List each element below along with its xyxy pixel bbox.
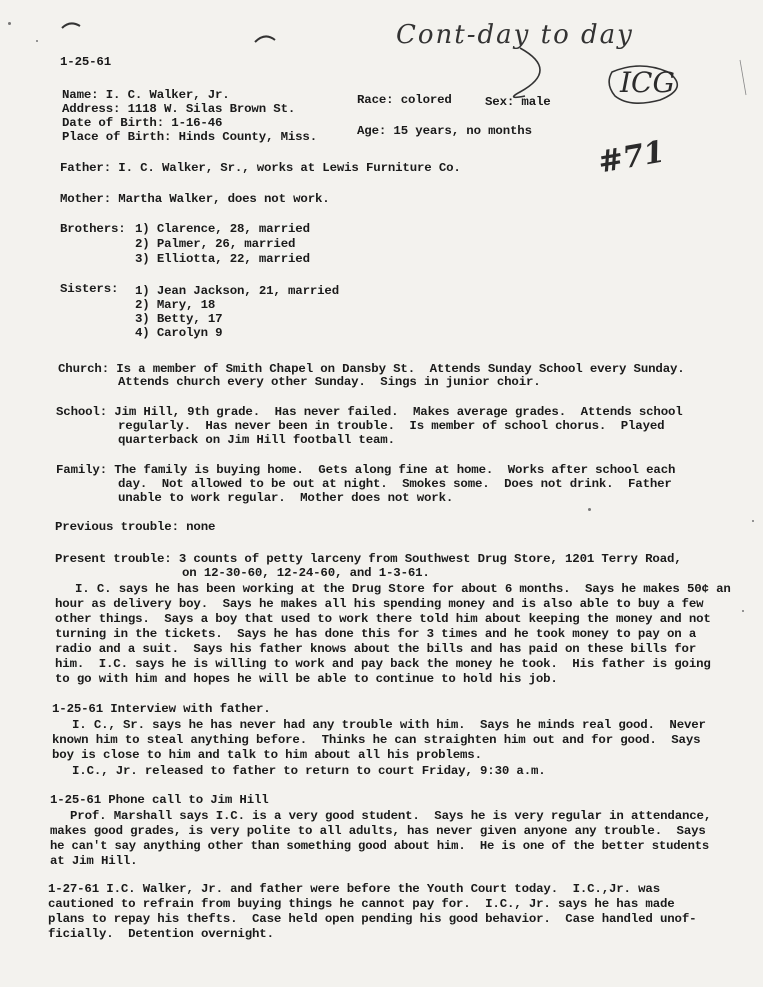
narrative-line: radio and a suit. Says his father knows about the bills and has paid on these bills for bbox=[55, 642, 697, 656]
sister-item: 3) Betty, 17 bbox=[135, 312, 223, 326]
court-line: 1-27-61 I.C. Walker, Jr. and father were before the Youth Court today. I.C.,Jr. was bbox=[48, 882, 660, 896]
brothers-label: Brothers: bbox=[60, 222, 126, 236]
church-line: Church: Is a member of Smith Chapel on Dansby St. Attends Sunday School every Sunday. bbox=[58, 362, 685, 376]
brother-item: 3) Elliotta, 22, married bbox=[135, 252, 310, 266]
entry-line: Prof. Marshall says I.C. is a very good student. Says he is very regular in attendance, bbox=[70, 809, 712, 823]
sister-item: 2) Mary, 18 bbox=[135, 298, 216, 312]
entry-line: known him to steal anything before. Thinks he can straighten him out and for good. Says bbox=[52, 733, 701, 747]
handwritten-case-number: #71 bbox=[595, 134, 668, 181]
race-field: Race: colored bbox=[357, 93, 452, 107]
family-line: unable to work regular. Mother does not work. bbox=[118, 491, 454, 505]
court-line: ficially. Detention overnight. bbox=[48, 927, 274, 941]
record-date: 1-25-61 bbox=[60, 55, 111, 69]
mother-field: Mother: Martha Walker, does not work. bbox=[60, 192, 330, 206]
entry-line: makes good grades, is very polite to all adults, has never given anyone any trouble. Says bbox=[50, 824, 706, 838]
narrative-line: hour as delivery boy. Says he makes all his spending money and is also able to buy a few bbox=[55, 597, 704, 611]
family-line: day. Not allowed to be out at night. Smokes some. Does not drink. Father bbox=[118, 477, 672, 491]
entry-heading: 1-25-61 Interview with father. bbox=[52, 702, 271, 716]
court-line: cautioned to refrain from buying things he cannot pay for. I.C., Jr. says he has made bbox=[48, 897, 675, 911]
entry-line: boy is close to him and talk to him about all his problems. bbox=[52, 748, 482, 762]
dob-field: Date of Birth: 1-16-46 bbox=[62, 116, 223, 130]
entry-line: I. C., Sr. says he has never had any trouble with him. Says he minds real good. Never bbox=[72, 718, 706, 732]
brother-item: 1) Clarence, 28, married bbox=[135, 222, 310, 236]
narrative-line: to go with him and hopes he will be able to continue to hold his job. bbox=[55, 672, 558, 686]
narrative-line: I. C. says he has been working at the Drug Store for about 6 months. Says he makes 50¢ an bbox=[75, 582, 731, 596]
entry-line: I.C., Jr. released to father to return to court Friday, 9:30 a.m. bbox=[72, 764, 546, 778]
present-trouble-line: on 12-30-60, 12-24-60, and 1-3-61. bbox=[182, 566, 430, 580]
school-line: School: Jim Hill, 9th grade. Has never failed. Makes average grades. Attends school bbox=[56, 405, 683, 419]
previous-trouble: Previous trouble: none bbox=[55, 520, 216, 534]
entry-line: at Jim Hill. bbox=[50, 854, 138, 868]
scan-speck bbox=[742, 610, 744, 612]
sisters-label: Sisters: bbox=[60, 282, 119, 296]
father-field: Father: I. C. Walker, Sr., works at Lewis Furniture Co. bbox=[60, 161, 461, 175]
church-line: Attends church every other Sunday. Sings in junior choir. bbox=[118, 375, 541, 389]
scan-speck bbox=[36, 40, 38, 42]
sister-item: 1) Jean Jackson, 21, married bbox=[135, 284, 339, 298]
school-line: regularly. Has never been in trouble. Is member of school chorus. Played bbox=[118, 419, 665, 433]
narrative-line: other things. Says a boy that used to work there told him about keeping the money and not bbox=[55, 612, 711, 626]
sister-item: 4) Carolyn 9 bbox=[135, 326, 223, 340]
scan-speck bbox=[588, 508, 591, 511]
narrative-line: him. I.C. says he is willing to work and pay back the money he took. His father is going bbox=[55, 657, 711, 671]
sex-field: Sex: male bbox=[485, 95, 551, 109]
entry-line: he can't say anything other than something good about him. He is one of the better students bbox=[50, 839, 710, 853]
brother-item: 2) Palmer, 26, married bbox=[135, 237, 296, 251]
pob-field: Place of Birth: Hinds County, Miss. bbox=[62, 130, 317, 144]
age-field: Age: 15 years, no months bbox=[357, 124, 532, 138]
entry-heading: 1-25-61 Phone call to Jim Hill bbox=[50, 793, 269, 807]
address-field: Address: 1118 W. Silas Brown St. bbox=[62, 102, 296, 116]
family-line: Family: The family is buying home. Gets along fine at home. Works after school each bbox=[56, 463, 676, 477]
handwritten-initials: ICG bbox=[620, 66, 675, 99]
court-line: plans to repay his thefts. Case held open pending his good behavior. Case handled unof- bbox=[48, 912, 697, 926]
present-trouble-line: Present trouble: 3 counts of petty larceny from Southwest Drug Store, 1201 Terry Road, bbox=[55, 552, 682, 566]
narrative-line: turning in the tickets. Says he has done this for 3 times and he took money to pay on a bbox=[55, 627, 697, 641]
scan-speck bbox=[8, 22, 11, 25]
name-field: Name: I. C. Walker, Jr. bbox=[62, 88, 230, 102]
handwritten-top-note: Cont-day to day bbox=[396, 20, 634, 50]
school-line: quarterback on Jim Hill football team. bbox=[118, 433, 395, 447]
scan-speck bbox=[752, 520, 754, 522]
